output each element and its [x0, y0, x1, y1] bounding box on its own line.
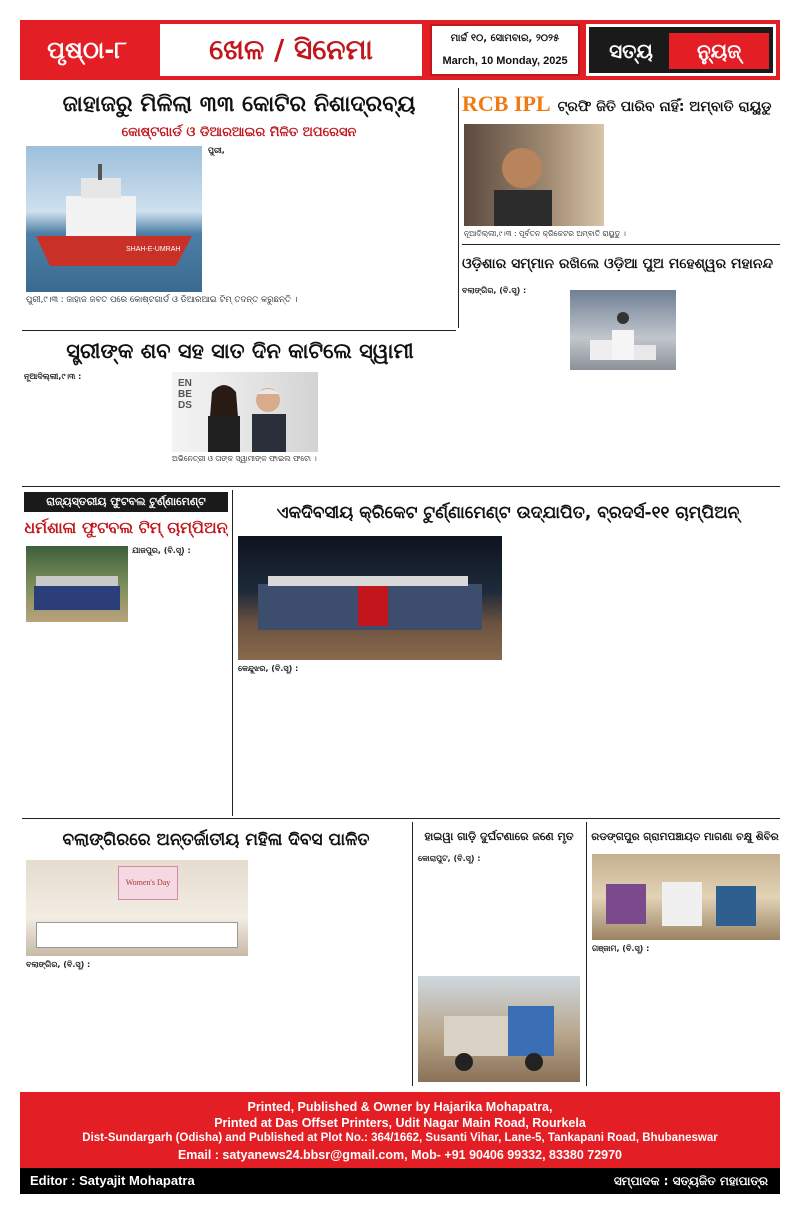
story1-photo — [26, 146, 202, 292]
story9-dateline: ଗଞ୍ଜାମ, (ବି.ସୂ) : — [592, 944, 650, 953]
divider-horizontal-4 — [22, 818, 780, 819]
story3-body-col3 — [680, 290, 780, 480]
issue-date — [430, 24, 580, 76]
story4-body-col2 — [322, 372, 456, 482]
story6-photo — [238, 536, 502, 660]
story2-headline — [462, 88, 780, 120]
ship-bridge — [81, 178, 121, 198]
story4-headline: ସ୍ତ୍ରୀଙ୍କ ଶବ ସହ ସାତ ଦିନ କାଟିଲେ ସ୍ୱାମୀ — [66, 339, 414, 363]
story2-body-col1 — [608, 124, 692, 226]
logo-word-left: ସତ୍ୟ — [609, 39, 653, 63]
newspaper-logo — [586, 24, 776, 76]
imprint-line-1: Printed, Published & Owner by Hajarika Mohapatra, — [247, 1100, 553, 1114]
imprint-line-2: Printed at Das Offset Printers, Udit Nagar Main Road, Rourkela — [214, 1116, 586, 1130]
story2-caption: ନୂଆଦିଲ୍ଲୀ,୯।୩ : ପୂର୍ବତନ କ୍ରିକେଟର ଅମ୍ବାତି ରାୟୁଡୁ । — [464, 229, 626, 238]
player-portrait — [464, 124, 604, 226]
divider-horizontal-3 — [22, 486, 780, 487]
story1-dateline: ପୁରୀ, — [208, 146, 225, 155]
story9-headline: ରଡଙ୍ଗପୁର ଗ୍ରାମପଞ୍ଚାୟତ ମାଗଣା ଚକ୍ଷୁ ଶିବିର — [591, 831, 779, 843]
cricket-team-illustration — [238, 536, 502, 660]
ship-mast — [98, 164, 102, 180]
divider-vertical-bottom-1 — [412, 822, 413, 1086]
ship-cabin — [66, 196, 136, 236]
story7-headline: ବଲାଙ୍ଗିରରେ ଅନ୍ତର୍ଜାତୀୟ ମହିଳା ଦିବସ ପାଳିତ — [62, 830, 370, 850]
podium-illustration — [570, 290, 676, 370]
divider-horizontal-2 — [22, 330, 456, 331]
issue-date-odia: ମାର୍ଚ୍ଚ ୧୦, ସୋମବାର, ୨୦୨୫ — [450, 33, 560, 44]
story5-photo — [26, 546, 128, 622]
story5-body-col1 — [132, 546, 228, 624]
story5-kicker — [24, 492, 228, 512]
story8-headline: ହାଇୱା ଗାଡ଼ି ଦୁର୍ଘଟଣାରେ ଜଣେ ମୃତ — [424, 830, 574, 843]
story2-body-col2 — [696, 124, 780, 226]
imprint-line-3: Dist-Sundargarh (Odisha) and Published at Plot No.: 364/1662, Susanti Vihar, Lane-5, Tankapani Road, Bhubaneswar — [82, 1132, 718, 1144]
story5-body-full — [26, 628, 228, 812]
story8-body — [418, 854, 582, 972]
eye-camp-illustration — [592, 854, 780, 940]
story7-banner — [118, 866, 178, 900]
divider-vertical-mid — [232, 490, 233, 816]
story5-dateline: ଯାଜପୁର, (ବି.ସୂ) : — [132, 546, 191, 555]
ship-illustration — [26, 146, 202, 292]
story5-kicker-text: ରାଜ୍ୟସ୍ତରୀୟ ଫୁଟବଲ ଟୁର୍ଣ୍ଣାମେଣ୍ଟ — [46, 495, 206, 508]
story1-headline: ଜାହାଜରୁ ମିଳିଲା ୩୩ କୋଟିର ନିଶାଦ୍ରବ୍ୟ — [62, 92, 416, 117]
story6-dateline: କେନ୍ଦୁଝର, (ବି.ସୂ) : — [238, 664, 299, 673]
story1-body-col2 — [334, 146, 454, 292]
logo-word-right: ନ୍ୟୁଜ୍ — [669, 33, 769, 69]
story3-headline: ଓଡ଼ିଶାର ସମ୍ମାନ ରଖିଲେ ଓଡ଼ିଆ ପୁଅ ମହେଶ୍ୱର ମହାନନ୍ଦ — [462, 256, 774, 272]
story9-photo — [592, 854, 780, 940]
story1-subhead: କୋଷ୍ଟଗାର୍ଡ ଓ ଡିଆରଆଇର ମିଳିତ ଅପରେସନ — [121, 125, 357, 140]
divider-vertical-top — [458, 88, 459, 328]
story7-banner-text: Women's Day — [125, 878, 171, 887]
truck-illustration — [418, 976, 580, 1082]
section-title: ଖେଳ / ସିନେମା — [160, 24, 422, 76]
issue-date-english: March, 10 Monday, 2025 — [442, 55, 568, 67]
story7-body-col2 — [142, 960, 248, 1082]
editor-bar — [20, 1168, 780, 1194]
divider-horizontal-1 — [462, 244, 780, 245]
story7-body-col3 — [252, 860, 408, 1082]
story3-dateline: ବଲାଙ୍ଗିର, (ବି.ସୂ) : — [462, 286, 527, 295]
story8-dateline: କୋରାପୁଟ, (ବି.ସୂ) : — [418, 854, 481, 863]
story7-photo — [26, 860, 248, 956]
page-number-label: ପୃଷ୍ଠା-୮ — [47, 36, 127, 64]
story4-dateline: ନୂଆଦିଲ୍ଲୀ,୯।୩ : — [24, 372, 82, 381]
divider-vertical-bottom-2 — [586, 822, 587, 1086]
story6-body-col4 — [646, 536, 780, 812]
story3-body-col2 — [570, 374, 674, 480]
ship-name-text: SHAH-E-UMRAH — [126, 246, 181, 253]
story8-photo — [418, 976, 580, 1082]
story2-photo — [464, 124, 604, 226]
story7-dateline: ବଲାଙ୍ଗିର, (ବି.ସୂ) : — [26, 960, 91, 969]
story3-photo — [570, 290, 676, 370]
imprint-line-4: Email : satyanews24.bbsr@gmail.com, Mob- +91 90406 99332, 83380 72970 — [177, 1148, 623, 1162]
story6-body-col3 — [508, 536, 642, 812]
story2-headline-brand: RCB IPL — [462, 91, 551, 116]
story5-headline: ଧର୍ମଶାଳା ଫୁଟବଲ ଟିମ୍ ଚାମ୍ପିଅନ୍ — [24, 518, 228, 537]
story2-headline-rest: ଟ୍ରଫି ଜିତି ପାରିବ ନାହିଁ: ଅମ୍ବାତି ରାୟୁଡୁ — [557, 99, 772, 115]
stage-table — [36, 922, 238, 948]
story3-body-col1 — [462, 286, 566, 480]
story1-caption: ପୁରୀ,୯।୩ : ଜାହାଜ ଜବତ ପରେ କୋଷ୍ଟଗାର୍ଡ ଓ ଡିଆରଆଇ ଟିମ୍ ତଦନ୍ତ କରୁଛନ୍ତି । — [26, 295, 298, 305]
story6-body-col1 — [238, 664, 366, 812]
story6-body-col2 — [372, 664, 504, 812]
story9-body — [592, 944, 780, 1082]
story6-headline: ଏକଦିବସୀୟ କ୍ରିକେଟ ଟୁର୍ଣ୍ଣାମେଣ୍ଟ ଉଦ୍ଯାପିତ, ବ୍ରଦର୍ସ-୧୧ ଚାମ୍ପିଅନ୍ — [276, 503, 740, 523]
story4-body-col1 — [24, 372, 168, 482]
editor-name-odia: ସମ୍ପାଦକ : ସତ୍ୟଜିତ ମହାପାତ୍ର — [613, 1174, 768, 1188]
editor-name-english: Editor : Satyajit Mohapatra — [30, 1173, 195, 1188]
story4-photo — [172, 372, 318, 452]
story7-body-col1 — [26, 960, 138, 1082]
story4-caption: ଅଭିନେତ୍ରୀ ଓ ତାଙ୍କ ସ୍ୱାମୀଙ୍କ ଫାଇଲ ଫଟୋ । — [172, 454, 317, 463]
story1-body-col1 — [208, 146, 326, 292]
story4-photo-backdrop-text: EN BE DS — [178, 378, 192, 411]
team-illustration — [26, 546, 128, 622]
